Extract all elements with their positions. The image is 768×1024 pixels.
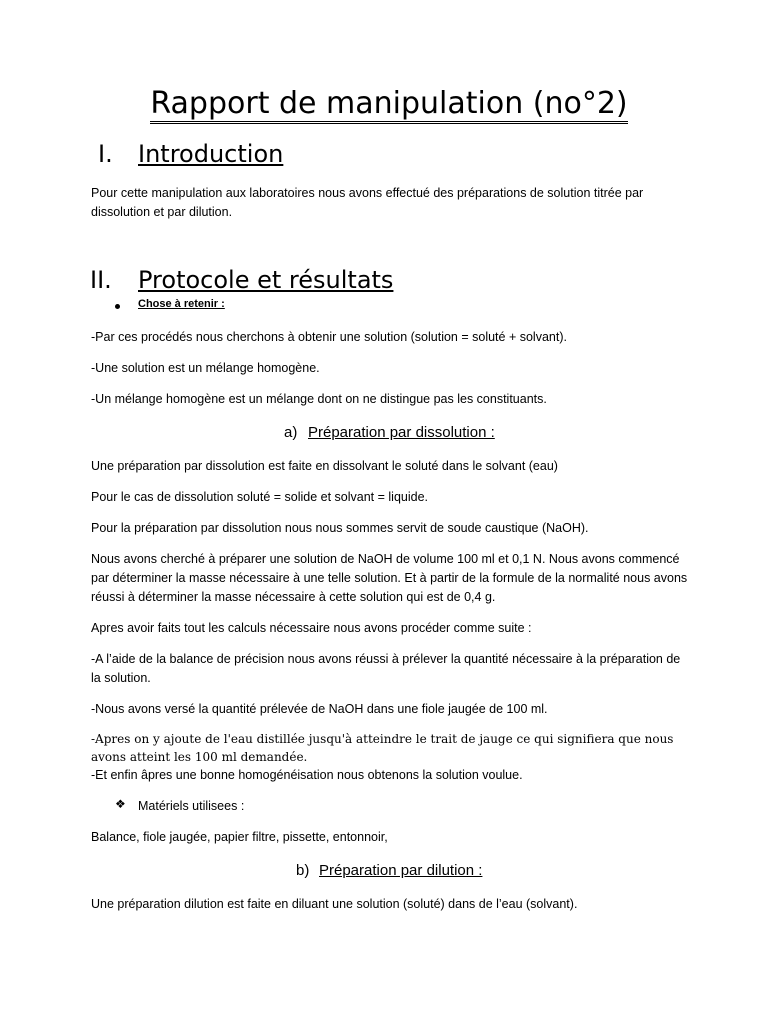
protocol-line: -Par ces procédés nous cherchons à obtenir une solution (solution = soluté + solvant). (91, 330, 567, 344)
materials-list: Balance, fiole jaugée, papier filtre, pissette, entonnoir, (91, 830, 388, 844)
protocol-line: -Un mélange homogène est un mélange dont on ne distingue pas les constituants. (91, 392, 547, 406)
section-number-intro: I. (98, 140, 113, 168)
subsection-heading-dilution: Préparation par dilution : (319, 862, 483, 879)
document-title: Rapport de manipulation (no°2) (0, 84, 768, 124)
subsection-letter-b: b) (296, 862, 310, 879)
bullet-label: Chose à retenir : (138, 298, 225, 310)
dissolution-paragraph: -A l’aide de la balance de précision nous avons réussi à prélever la quantité nécessaire à la préparation de la solution. (91, 652, 681, 685)
dissolution-serif-paragraph: -Apres on y ajoute de l'eau distillée jusqu'à atteindre le trait de jauge ce qui signifiera que nous avons atteint les 100 ml demandée. (91, 732, 674, 764)
dissolution-paragraph: Une préparation par dissolution est faite en dissolvant le soluté dans le solvant (eau) (91, 459, 558, 473)
diamond-bullet-icon: ❖ (115, 797, 126, 811)
dissolution-final-line: -Et enfin âpres une bonne homogénéisation nous obtenons la solution voulue. (91, 768, 523, 782)
dissolution-paragraph: Pour la préparation par dissolution nous nous sommes servit de soude caustique (NaOH). (91, 521, 589, 535)
section-number-protocol: II. (90, 266, 112, 294)
bullet-icon (115, 304, 120, 309)
dissolution-paragraph: Nous avons cherché à préparer une solution de NaOH de volume 100 ml et 0,1 N. Nous avons commencé par déterminer la masse nécessaire à une telle solution. Et à partir de la formule de la normalité nous avons réussi à déterminer la masse nécessaire à cette solution qui est de 0,4 g. (91, 552, 688, 604)
dissolution-paragraph: Apres avoir faits tout les calculs nécessaire nous avons procéder comme suite : (91, 621, 532, 635)
section-heading-intro: Introduction (138, 140, 284, 168)
materials-label: Matériels utilisees : (138, 799, 245, 813)
subsection-letter-a: a) (284, 424, 298, 441)
intro-paragraph: Pour cette manipulation aux laboratoires nous avons effectué des préparations de solution titrée par dissolution et par dilution. (91, 186, 644, 219)
protocol-line: -Une solution est un mélange homogène. (91, 361, 320, 375)
dissolution-paragraph: -Nous avons versé la quantité prélevée de NaOH dans une fiole jaugée de 100 ml. (91, 702, 548, 716)
dissolution-paragraph: Pour le cas de dissolution soluté = solide et solvant = liquide. (91, 490, 429, 504)
dilution-paragraph: Une préparation dilution est faite en diluant une solution (soluté) dans de l’eau (solvant). (91, 897, 578, 911)
section-heading-protocol: Protocole et résultats (138, 266, 394, 294)
subsection-heading-dissolution: Préparation par dissolution : (308, 424, 495, 441)
